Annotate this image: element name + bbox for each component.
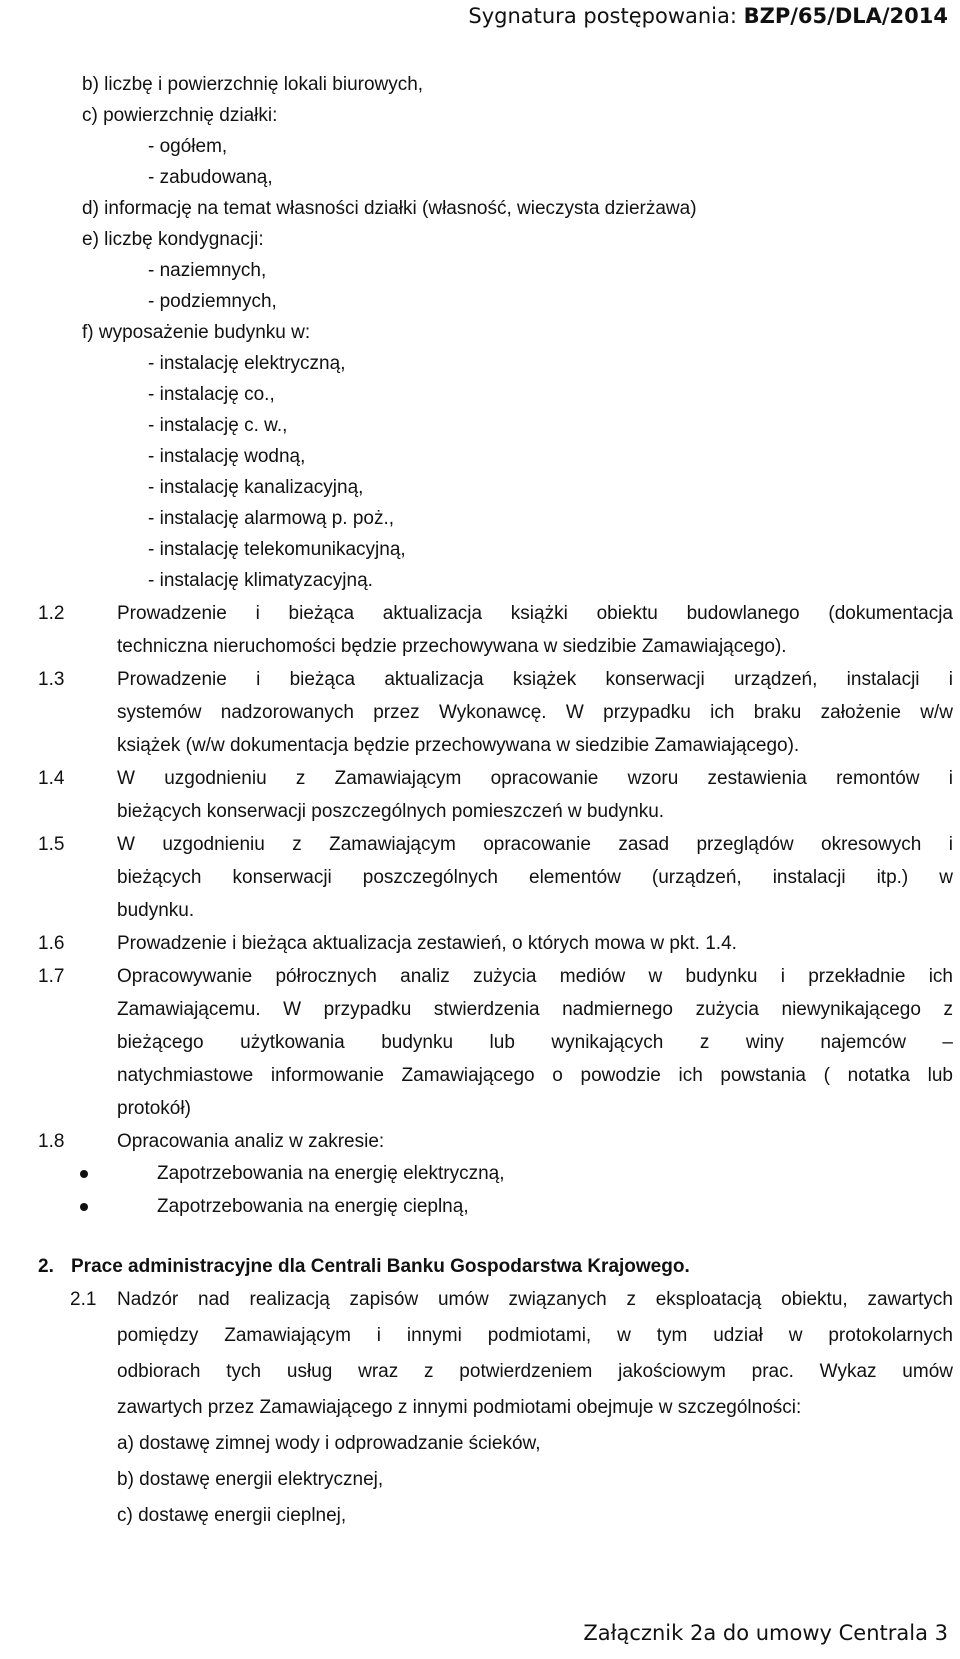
- item-text-line: Prowadzenie i bieżąca aktualizacja książek konserwacji urządzeń, instalacji i: [117, 669, 953, 690]
- item-text-line: systemów nadzorowanych przez Wykonawcę. W przypadku ich braku założenie w/w: [117, 702, 953, 723]
- section-title: Prace administracyjne dla Centrali Banku Gospodarstwa Krajowego.: [71, 1256, 690, 1277]
- list-subitem: - instalację co.,: [148, 384, 275, 405]
- item-number: 1.7: [38, 966, 65, 987]
- item-text-line: Zamawiającemu. W przypadku stwierdzenia nadmiernego zużycia niewynikającego z: [117, 999, 953, 1020]
- item-number: 1.3: [38, 669, 65, 690]
- item-text-line: protokół): [117, 1098, 191, 1119]
- list-item-b: b) liczbę i powierzchnię lokali biurowych,: [82, 74, 424, 95]
- list-subitem: - naziemnych,: [148, 260, 267, 281]
- item-text-line: Prowadzenie i bieżąca aktualizacja zestawień, o których mowa w pkt. 1.4.: [117, 933, 737, 954]
- list-subitem: - instalację alarmową p. poż.,: [148, 508, 395, 529]
- item-text-line: W uzgodnieniu z Zamawiającym opracowanie zasad przeglądów okresowych i: [117, 834, 953, 855]
- section-heading: [38, 1255, 690, 1279]
- item-number: 1.6: [38, 933, 65, 954]
- list-item-e: e) liczbę kondygnacji:: [82, 229, 264, 250]
- item-text-line: natychmiastowe informowanie Zamawiającego o powodzie ich powstania ( notatka lub: [117, 1065, 953, 1086]
- list-item-f: f) wyposażenie budynku w:: [82, 322, 311, 343]
- page-footer: Załącznik 2a do umowy Centrala 3: [583, 1621, 948, 1645]
- item-text-line: pomiędzy Zamawiającym i innymi podmiotami, w tym udział w protokolarnych: [117, 1325, 953, 1346]
- item-text-line: Opracowywanie półrocznych analiz zużycia mediów w budynku i przekładnie ich: [117, 966, 953, 987]
- list-subitem: - ogółem,: [148, 136, 228, 157]
- item-number: 1.5: [38, 834, 65, 855]
- item-number: 2.1: [70, 1289, 97, 1310]
- section-number: 2.: [38, 1256, 54, 1277]
- item-text-line: bieżących konserwacji poszczególnych pomieszczeń w budynku.: [117, 801, 665, 822]
- list-item: c) dostawę energii cieplnej,: [117, 1505, 347, 1526]
- list-subitem: - instalację telekomunikacyjną,: [148, 539, 406, 560]
- bullet-icon: [80, 1170, 88, 1178]
- item-text-line: zawartych przez Zamawiającego z innymi podmiotami obejmuje w szczególności:: [117, 1397, 802, 1418]
- bullet-item: Zapotrzebowania na energię cieplną,: [157, 1196, 469, 1217]
- item-text-line: techniczna nieruchomości będzie przechowywana w siedzibie Zamawiającego).: [117, 636, 787, 657]
- list-subitem: - zabudowaną,: [148, 167, 273, 188]
- list-subitem: - instalację wodną,: [148, 446, 306, 467]
- item-text-line: bieżącego użytkowania budynku lub wynikających z winy najemców –: [117, 1032, 953, 1053]
- list-subitem: - instalację elektryczną,: [148, 353, 346, 374]
- item-number: 1.8: [38, 1131, 65, 1152]
- item-text-line: Prowadzenie i bieżąca aktualizacja książki obiektu budowlanego (dokumentacja: [117, 603, 953, 624]
- page-header: [468, 4, 948, 28]
- item-number: 1.2: [38, 603, 65, 624]
- list-subitem: - instalację c. w.,: [148, 415, 288, 436]
- list-item-c: c) powierzchnię działki:: [82, 105, 278, 126]
- item-text-line: budynku.: [117, 900, 195, 921]
- item-text-line: Nadzór nad realizacją zapisów umów związanych z eksploatacją obiektu, zawartych: [117, 1289, 953, 1310]
- item-text-line: W uzgodnieniu z Zamawiającym opracowanie wzoru zestawienia remontów i: [117, 768, 953, 789]
- list-subitem: - instalację klimatyzacyjną.: [148, 570, 373, 591]
- header-code: BZP/65/DLA/2014: [743, 4, 948, 28]
- item-text-line: odbiorach tych usług wraz z potwierdzeniem jakościowym prac. Wykaz umów: [117, 1361, 953, 1382]
- bullet-item: Zapotrzebowania na energię elektryczną,: [157, 1163, 505, 1184]
- item-number: 1.4: [38, 768, 65, 789]
- item-text-line: książek (w/w dokumentacja będzie przechowywana w siedzibie Zamawiającego).: [117, 735, 800, 756]
- bullet-icon: [80, 1203, 88, 1211]
- item-text-line: bieżących konserwacji poszczególnych elementów (urządzeń, instalacji itp.) w: [117, 867, 953, 888]
- list-item: b) dostawę energii elektrycznej,: [117, 1469, 384, 1490]
- list-item: a) dostawę zimnej wody i odprowadzanie ścieków,: [117, 1433, 541, 1454]
- header-prefix: Sygnatura postępowania:: [468, 4, 744, 28]
- list-item-d: d) informację na temat własności działki (własność, wieczysta dzierżawa): [82, 198, 697, 219]
- list-subitem: - instalację kanalizacyjną,: [148, 477, 364, 498]
- item-text-line: Opracowania analiz w zakresie:: [117, 1131, 385, 1152]
- list-subitem: - podziemnych,: [148, 291, 277, 312]
